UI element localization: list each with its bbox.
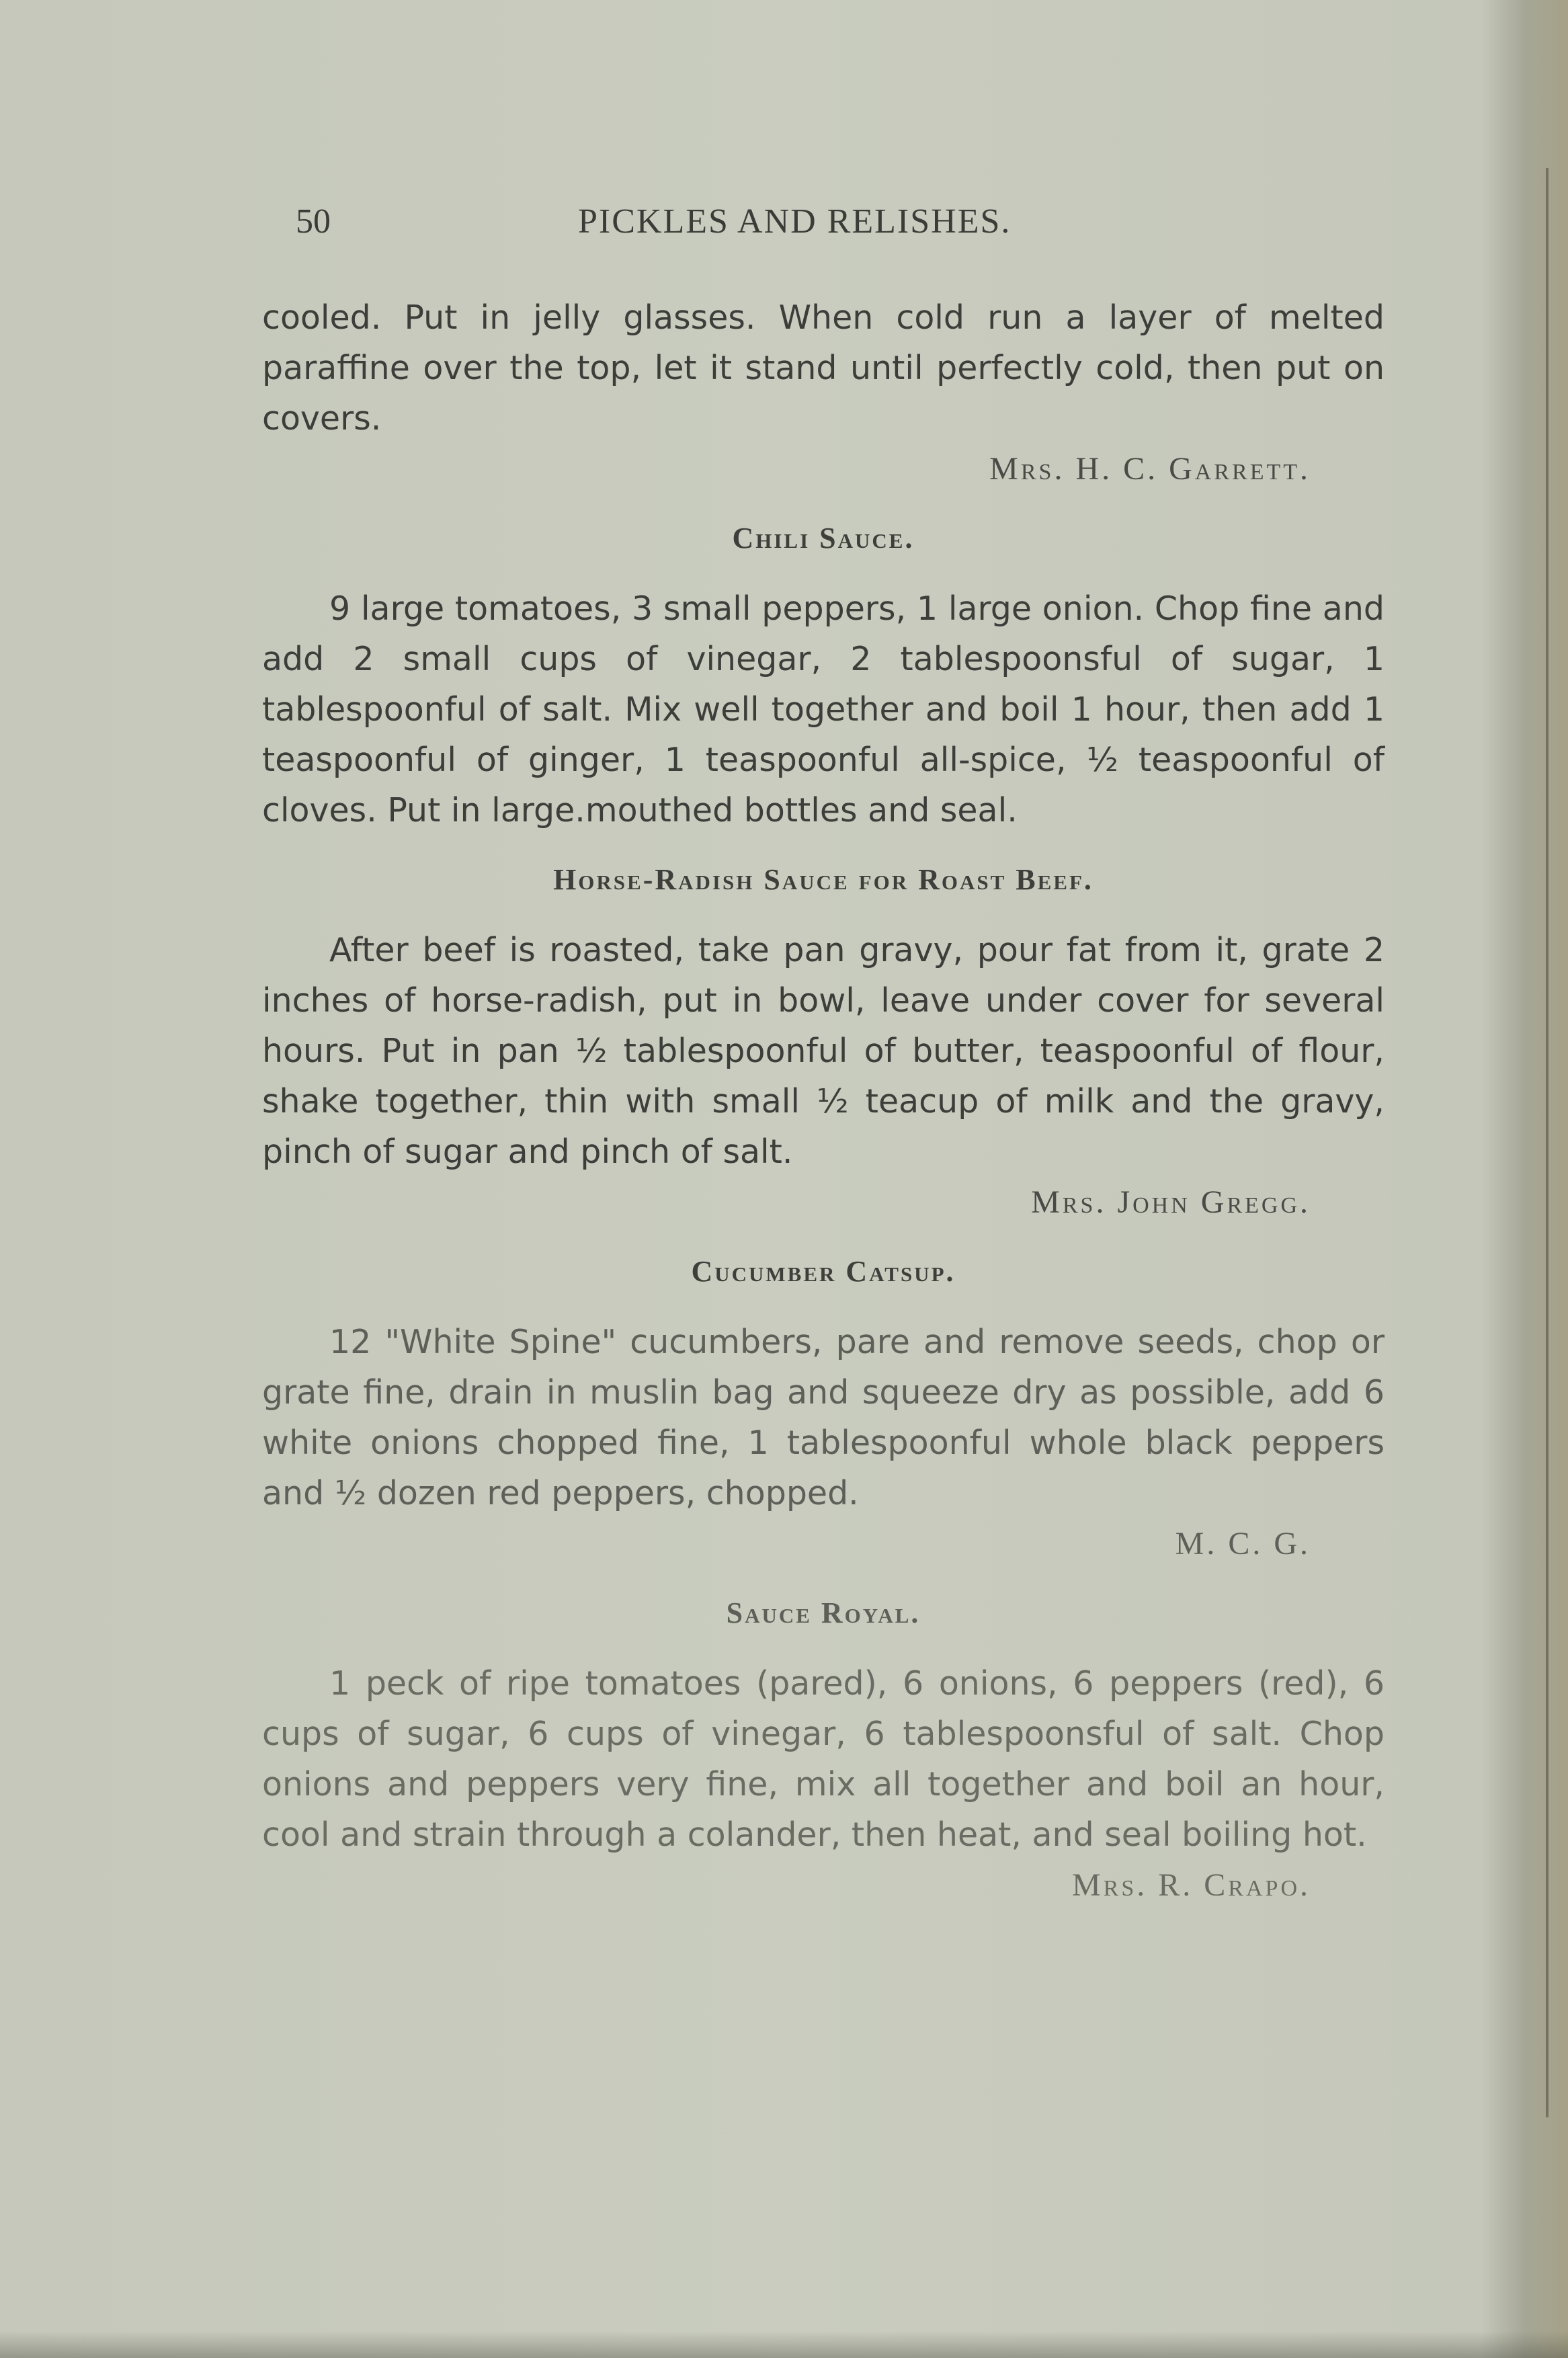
recipe-text-horse-radish-sauce: After beef is roasted, take pan gravy, pour fat from it, grate 2 inches of horse-radish, put in bowl, leave under cover for several hours. Put in pan ½ tablespoonful of butter, teaspoonful of flour, shake together, thin with small ½ teacup of milk and the gravy, pinch of sugar and pinch of salt. bbox=[262, 931, 1385, 1171]
recipe-text-sauce-royal: 1 peck of ripe tomatoes (pared), 6 onions, 6 peppers (red), 6 cups of sugar, 6 cups of vinegar, 6 tablespoonsful of salt. Chop onions and peppers very fine, mix all together and boil an hour, cool and strain through a colander, then heat, and seal boiling hot. bbox=[262, 1664, 1385, 1854]
page-edge-shadow bbox=[1481, 0, 1568, 2358]
binding-edge-line bbox=[1546, 168, 1549, 2117]
recipe-title-cucumber-catsup: Cucumber Catsup. bbox=[691, 1255, 956, 1288]
page-header bbox=[296, 202, 1385, 255]
signature-gregg: Mrs. John Gregg. bbox=[1031, 1184, 1311, 1220]
recipe-text-cucumber-catsup: 12 "White Spine" cucumbers, pare and remove seeds, chop or grate fine, drain in muslin bag and squeeze dry as possible, add 6 white onions chopped fine, 1 tablespoonful whole black peppers and ½ dozen red peppers, chopped. bbox=[262, 1323, 1385, 1512]
recipe-title-horse-radish-sauce: Horse-Radish Sauce for Roast Beef. bbox=[553, 863, 1094, 896]
page-number: 50 bbox=[296, 202, 331, 241]
recipe-title-sauce-royal: Sauce Royal. bbox=[726, 1596, 921, 1629]
recipe-text-chili-sauce: 9 large tomatoes, 3 small peppers, 1 large onion. Chop fine and add 2 small cups of vinegar, 2 tablespoonsful of sugar, 1 tablespoonful of salt. Mix well together and boil 1 hour, then add 1 teaspoonful of ginger, 1 teaspoonful all-spice, ½ teaspoonful of cloves. Put in large.mouthed bottles and seal. bbox=[262, 590, 1385, 829]
signature-mcg: M. C. G. bbox=[1175, 1526, 1311, 1561]
page-bottom-shadow bbox=[0, 2331, 1568, 2358]
signature-garrett: Mrs. H. C. Garrett. bbox=[989, 451, 1311, 487]
recipe-title-chili-sauce: Chili Sauce. bbox=[732, 522, 915, 555]
continuation-paragraph: cooled. Put in jelly glasses. When cold run a layer of melted paraffine over the top, let it stand until perfectly cold, then put on covers. bbox=[262, 298, 1385, 438]
running-title: PICKLES AND RELISHES. bbox=[578, 202, 1012, 241]
page-content bbox=[262, 292, 1385, 1910]
signature-crapo: Mrs. R. Crapo. bbox=[1072, 1867, 1311, 1903]
